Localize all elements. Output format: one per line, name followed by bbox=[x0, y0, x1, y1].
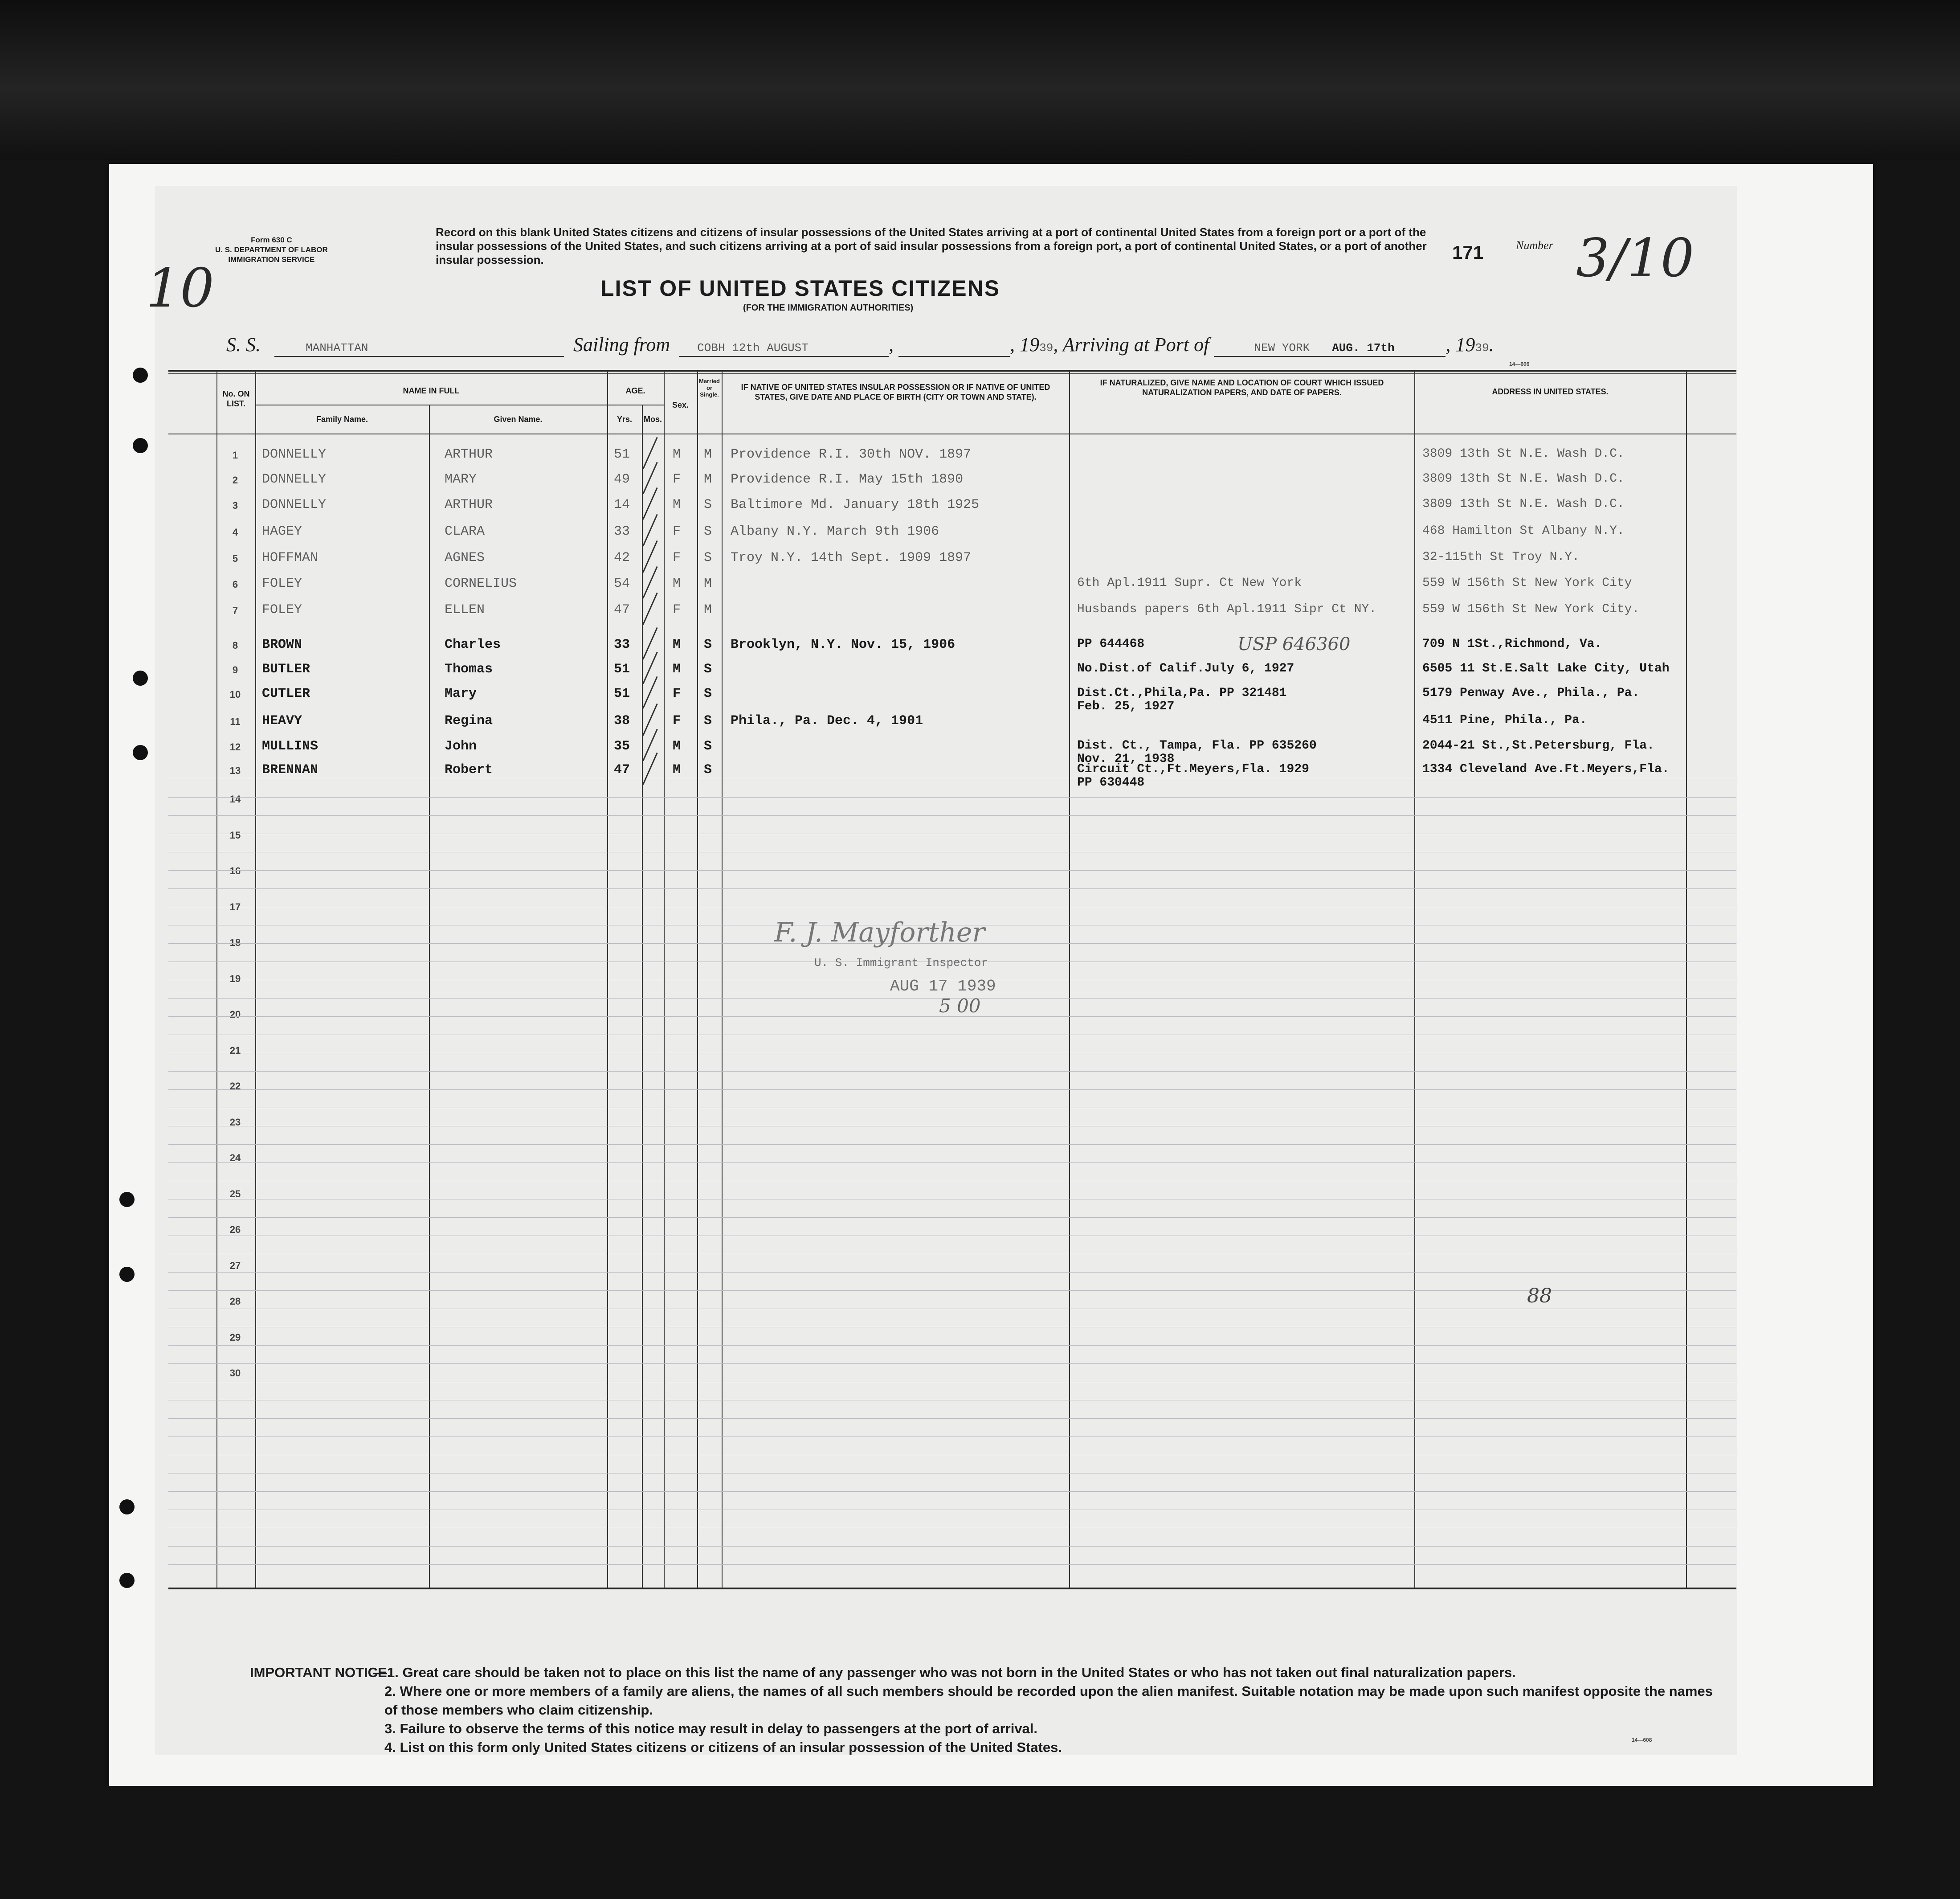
col-header-given: Given Name. bbox=[494, 415, 543, 424]
naturalization: PP 644468 bbox=[1077, 637, 1145, 651]
binder-hole bbox=[119, 1267, 135, 1282]
sex: M bbox=[673, 662, 681, 677]
table-bottom-rule bbox=[168, 1588, 1736, 1589]
marital-status: S bbox=[704, 686, 712, 701]
row-number: 19 bbox=[229, 973, 241, 984]
service: IMMIGRATION SERVICE bbox=[228, 255, 315, 264]
naturalization: No.Dist.of Calif.July 6, 1927 bbox=[1077, 662, 1294, 675]
scan-background bbox=[0, 0, 1960, 160]
fee-note: 5 00 bbox=[939, 995, 981, 1017]
sailing-from: COBH 12th AUGUST bbox=[697, 341, 808, 355]
col-header-no: No. ON LIST. bbox=[222, 389, 250, 408]
row-number: 4 bbox=[232, 527, 238, 538]
ruled-line bbox=[168, 1564, 1736, 1565]
row-number: 3 bbox=[232, 500, 238, 511]
us-address: 3809 13th St N.E. Wash D.C. bbox=[1422, 497, 1625, 511]
row-number: 6 bbox=[232, 579, 238, 590]
sex: M bbox=[673, 497, 681, 512]
year-prefix: 19 bbox=[1020, 334, 1040, 356]
ruled-line bbox=[168, 1418, 1736, 1419]
ruled-line bbox=[168, 1089, 1736, 1090]
age-years: 51 bbox=[614, 686, 630, 701]
age-years: 54 bbox=[614, 576, 630, 591]
sex: M bbox=[673, 739, 681, 754]
ruled-line bbox=[168, 870, 1736, 871]
form-identifier bbox=[215, 235, 328, 265]
row-number: 13 bbox=[229, 765, 241, 776]
us-address: 559 W 156th St New York City. bbox=[1422, 602, 1640, 616]
col-header-married: Married or Single. bbox=[699, 378, 720, 398]
row-number: 21 bbox=[229, 1044, 241, 1056]
us-address: 709 N 1St.,Richmond, Va. bbox=[1422, 637, 1602, 651]
ship-name: MANHATTAN bbox=[306, 341, 368, 355]
row-number: 10 bbox=[229, 689, 241, 700]
ruled-line bbox=[168, 815, 1736, 816]
naturalization: Circuit Ct.,Ft.Meyers,Fla. 1929 bbox=[1077, 762, 1309, 776]
sex: F bbox=[673, 524, 681, 539]
row-number: 22 bbox=[229, 1080, 241, 1092]
given-name: ARTHUR bbox=[445, 497, 493, 512]
marital-status: S bbox=[704, 662, 712, 677]
ruled-line bbox=[168, 1290, 1736, 1291]
sex: F bbox=[673, 472, 681, 487]
given-name: MARY bbox=[445, 472, 477, 487]
row-number: 2 bbox=[232, 475, 238, 486]
row-number: 9 bbox=[232, 664, 238, 675]
row-number: 25 bbox=[229, 1188, 241, 1199]
col-header-name: NAME IN FULL bbox=[403, 386, 460, 395]
family-name: HOFFMAN bbox=[262, 550, 318, 565]
us-address: 32-115th St Troy N.Y. bbox=[1422, 550, 1580, 564]
age-years: 33 bbox=[614, 524, 630, 539]
us-address: 2044-21 St.,St.Petersburg, Fla. bbox=[1422, 739, 1654, 753]
us-address: 559 W 156th St New York City bbox=[1422, 576, 1632, 590]
us-address: 1334 Cleveland Ave.Ft.Meyers,Fla. bbox=[1422, 762, 1670, 776]
age-years: 14 bbox=[614, 497, 630, 512]
ruled-line bbox=[168, 1363, 1736, 1364]
binder-hole bbox=[133, 745, 148, 760]
given-name: Mary bbox=[445, 686, 477, 701]
marital-status: S bbox=[704, 550, 712, 565]
given-name: Robert bbox=[445, 762, 493, 778]
family-name: BROWN bbox=[262, 637, 302, 652]
us-address: 4511 Pine, Phila., Pa. bbox=[1422, 713, 1587, 727]
col-header-family: Family Name. bbox=[316, 415, 368, 424]
row-number: 14 bbox=[229, 794, 241, 805]
us-address: 5179 Penway Ave., Phila., Pa. bbox=[1422, 686, 1640, 700]
year-suffix: 39 bbox=[1039, 341, 1054, 355]
col-header-yrs: Yrs. bbox=[617, 415, 633, 424]
us-address: 6505 11 St.E.Salt Lake City, Utah bbox=[1422, 662, 1670, 675]
age-years: 49 bbox=[614, 472, 630, 487]
col-rule-end bbox=[1686, 371, 1687, 1588]
birth-place-date: Troy N.Y. 14th Sept. 1909 1897 bbox=[731, 550, 972, 565]
birth-place-date: Providence R.I. May 15th 1890 bbox=[731, 472, 964, 487]
row-number: 28 bbox=[229, 1296, 241, 1307]
row-number: 12 bbox=[229, 741, 241, 753]
marital-status: S bbox=[704, 497, 712, 512]
age-years: 38 bbox=[614, 713, 630, 728]
row-number: 17 bbox=[229, 901, 241, 913]
row-number: 18 bbox=[229, 937, 241, 948]
page-subtitle: (FOR THE IMMIGRATION AUTHORITIES) bbox=[743, 303, 914, 313]
col-header-naturalized: IF NATURALIZED, GIVE NAME AND LOCATION OF COURT WHICH ISSUED NATURALIZATION PAPERS, AND DATE OF PAPERS. bbox=[1100, 378, 1384, 397]
ruled-line bbox=[168, 1162, 1736, 1163]
row-number: 7 bbox=[232, 605, 238, 616]
sex: M bbox=[673, 762, 681, 778]
col-rule-native bbox=[722, 371, 723, 1588]
row-number: 23 bbox=[229, 1116, 241, 1128]
arrival-year-prefix: 19 bbox=[1455, 334, 1475, 356]
manifest-sheet bbox=[146, 186, 1737, 1755]
marital-status: S bbox=[704, 713, 712, 728]
row-number: 16 bbox=[229, 865, 241, 876]
given-name: John bbox=[445, 739, 477, 754]
col-rule-addr bbox=[1414, 371, 1415, 1588]
ruled-line bbox=[168, 1144, 1736, 1145]
birth-place-date: Baltimore Md. January 18th 1925 bbox=[731, 497, 980, 512]
given-name: Thomas bbox=[445, 662, 493, 677]
row-number: 26 bbox=[229, 1224, 241, 1235]
arrival-date: AUG. 17th bbox=[1332, 341, 1395, 355]
sex: F bbox=[673, 713, 681, 728]
handwritten-number: 3/10 bbox=[1576, 227, 1694, 289]
col-rule-age bbox=[607, 371, 608, 1588]
row-number: 30 bbox=[229, 1367, 241, 1379]
col-rule-nat bbox=[1069, 371, 1070, 1588]
family-name: CUTLER bbox=[262, 686, 310, 701]
marital-status: M bbox=[704, 472, 712, 487]
naturalization: Dist. Ct., Tampa, Fla. PP 635260 bbox=[1077, 739, 1317, 753]
col-header-mos: Mos. bbox=[643, 415, 662, 424]
family-name: BUTLER bbox=[262, 662, 310, 677]
ruled-line bbox=[168, 888, 1736, 889]
row-number: 24 bbox=[229, 1152, 241, 1163]
ss-label: S. S. bbox=[226, 334, 261, 356]
family-name: BRENNAN bbox=[262, 762, 318, 778]
voyage-line: S. S. MANHATTAN Sailing from COBH 12th AUGUST , , 1939, Arriving at Port of NEW YORK AUG. 17th , 1939. bbox=[226, 333, 1494, 357]
check-mark bbox=[642, 593, 657, 625]
page-number-88: 88 bbox=[1527, 1285, 1552, 1307]
sex: M bbox=[673, 447, 681, 462]
family-name: DONNELLY bbox=[262, 472, 327, 487]
given-name: ARTHUR bbox=[445, 447, 493, 462]
table-top-rule-2 bbox=[168, 373, 1736, 374]
sailing-label: Sailing from bbox=[573, 334, 670, 356]
notice-item-2: 2. Where one or more members of a family are aliens, the names of all such members should be recorded upon the alien manifest. Suitable notation may be made upon such manifest opposite the names of those members who claim citizenship. bbox=[384, 1683, 1713, 1718]
marital-status: S bbox=[704, 524, 712, 539]
naturalization-2: Feb. 25, 1927 bbox=[1077, 700, 1175, 713]
given-name: Charles bbox=[445, 637, 501, 652]
family-name: FOLEY bbox=[262, 576, 302, 591]
form-number: Form 630 C bbox=[251, 236, 292, 244]
row-number: 8 bbox=[232, 640, 238, 651]
family-name: HAGEY bbox=[262, 524, 302, 539]
col-rule-family bbox=[255, 371, 256, 1588]
given-name: CLARA bbox=[445, 524, 485, 539]
given-name: ELLEN bbox=[445, 602, 485, 618]
birth-place-date: Albany N.Y. March 9th 1906 bbox=[731, 524, 939, 539]
binder-hole bbox=[133, 438, 148, 453]
birth-place-date: Phila., Pa. Dec. 4, 1901 bbox=[731, 713, 923, 728]
arrival-stamp-date: AUG 17 1939 bbox=[890, 977, 996, 995]
page-title: LIST OF UNITED STATES CITIZENS bbox=[600, 276, 1000, 301]
arrival-port: NEW YORK bbox=[1254, 341, 1310, 355]
given-name: AGNES bbox=[445, 550, 485, 565]
sex: M bbox=[673, 637, 681, 652]
inspector-title: U. S. Immigrant Inspector bbox=[814, 956, 988, 970]
check-mark bbox=[642, 487, 657, 520]
age-years: 47 bbox=[614, 762, 630, 778]
binder-hole bbox=[133, 671, 148, 686]
marital-status: M bbox=[704, 447, 712, 462]
department: U. S. DEPARTMENT OF LABOR bbox=[215, 246, 328, 254]
col-rule-mos bbox=[642, 405, 643, 1588]
family-name: FOLEY bbox=[262, 602, 302, 618]
given-name: CORNELIUS bbox=[445, 576, 517, 591]
col-header-age: AGE. bbox=[625, 386, 645, 395]
marital-status: M bbox=[704, 576, 712, 591]
table-top-rule bbox=[168, 370, 1736, 372]
us-address: 3809 13th St N.E. Wash D.C. bbox=[1422, 447, 1625, 461]
family-name: MULLINS bbox=[262, 739, 318, 754]
handwritten-passport: USP 646360 bbox=[1237, 634, 1351, 655]
naturalization-2: Nov. 21, 1938 bbox=[1077, 752, 1175, 766]
notice-item-4: 4. List on this form only United States citizens or citizens of an insular possession of the United States. bbox=[384, 1739, 1062, 1755]
age-years: 42 bbox=[614, 550, 630, 565]
age-years: 35 bbox=[614, 739, 630, 754]
age-years: 47 bbox=[614, 602, 630, 618]
notice-item-3: 3. Failure to observe the terms of this notice may result in delay to passengers at the port of arrival. bbox=[384, 1721, 1038, 1736]
us-address: 3809 13th St N.E. Wash D.C. bbox=[1422, 472, 1625, 486]
sex: F bbox=[673, 686, 681, 701]
naturalization: Dist.Ct.,Phila,Pa. PP 321481 bbox=[1077, 686, 1287, 700]
ruled-line bbox=[168, 1546, 1736, 1547]
family-name: DONNELLY bbox=[262, 447, 327, 462]
binder-hole bbox=[133, 368, 148, 383]
col-header-sex: Sex. bbox=[672, 401, 689, 409]
ruled-line bbox=[168, 1217, 1736, 1218]
marital-status: S bbox=[704, 762, 712, 778]
age-years: 33 bbox=[614, 637, 630, 652]
row-number: 5 bbox=[232, 553, 238, 564]
record-instructions: Record on this blank United States citizens and citizens of insular possessions of the United States arriving at a port of continental United States from a foreign port or a port of the insular possessions of the United States, and such citizens arriving at a port of said insular possessions from a foreign port, a port of continental United States, or a port of another insular possession. bbox=[436, 225, 1427, 266]
ruled-line bbox=[168, 1491, 1736, 1492]
arriving-label: , Arriving at Port of bbox=[1053, 334, 1209, 356]
ruled-line bbox=[168, 1272, 1736, 1273]
binder-hole bbox=[119, 1192, 135, 1207]
naturalization: 6th Apl.1911 Supr. Ct New York bbox=[1077, 576, 1302, 590]
col-rule-no bbox=[216, 371, 217, 1588]
age-years: 51 bbox=[614, 662, 630, 677]
row-number: 29 bbox=[229, 1331, 241, 1343]
col-header-native: IF NATIVE OF UNITED STATES INSULAR POSSESSION OR IF NATIVE OF UNITED STATES, GIVE DATE AND PLACE OF BIRTH (CITY OR TOWN AND STATE). bbox=[741, 383, 1050, 401]
print-code-bottom: 14—608 bbox=[1632, 1737, 1652, 1743]
row-number: 15 bbox=[229, 829, 241, 841]
ruled-line bbox=[168, 1071, 1736, 1072]
inspector-signature: F. J. Mayforther bbox=[774, 917, 985, 948]
naturalization: Husbands papers 6th Apl.1911 Sipr Ct NY. bbox=[1077, 602, 1377, 616]
notice-heading: IMPORTANT NOTICE. bbox=[250, 1665, 391, 1680]
handwritten-list-number: 10 bbox=[146, 258, 214, 319]
us-address: 468 Hamilton St Albany N.Y. bbox=[1422, 524, 1625, 538]
ruled-line bbox=[168, 797, 1736, 798]
print-code-top: 14—606 bbox=[1509, 361, 1530, 367]
birth-place-date: Brooklyn, N.Y. Nov. 15, 1906 bbox=[731, 637, 956, 652]
row-number: 27 bbox=[229, 1260, 241, 1271]
sheet-number: 171 bbox=[1452, 242, 1484, 263]
family-name: DONNELLY bbox=[262, 497, 327, 512]
number-label: Number bbox=[1516, 239, 1553, 252]
sex: F bbox=[673, 602, 681, 618]
row-number: 1 bbox=[232, 450, 238, 461]
marital-status: S bbox=[704, 637, 712, 652]
col-rule-sex bbox=[664, 371, 665, 1588]
sex: M bbox=[673, 576, 681, 591]
col-rule-given bbox=[429, 405, 430, 1588]
row-number: 20 bbox=[229, 1009, 241, 1020]
ruled-line bbox=[168, 1345, 1736, 1346]
col-rule-ms bbox=[697, 371, 698, 1588]
notice-item-1: —1. Great care should be taken not to place on this list the name of any passenger who was not born in the United States or who has not taken out final naturalization papers. bbox=[373, 1665, 1516, 1680]
binder-hole bbox=[119, 1573, 135, 1588]
row-number: 11 bbox=[230, 716, 241, 727]
age-years: 51 bbox=[614, 447, 630, 462]
given-name: Regina bbox=[445, 713, 493, 728]
sex: F bbox=[673, 550, 681, 565]
marital-status: M bbox=[704, 602, 712, 618]
col-header-address: ADDRESS IN UNITED STATES. bbox=[1492, 387, 1609, 396]
arrival-year-suffix: 39 bbox=[1475, 341, 1489, 355]
marital-status: S bbox=[704, 739, 712, 754]
family-name: HEAVY bbox=[262, 713, 302, 728]
naturalization-2: PP 630448 bbox=[1077, 776, 1145, 790]
binder-hole bbox=[119, 1499, 135, 1514]
birth-place-date: Providence R.I. 30th NOV. 1897 bbox=[731, 447, 972, 462]
